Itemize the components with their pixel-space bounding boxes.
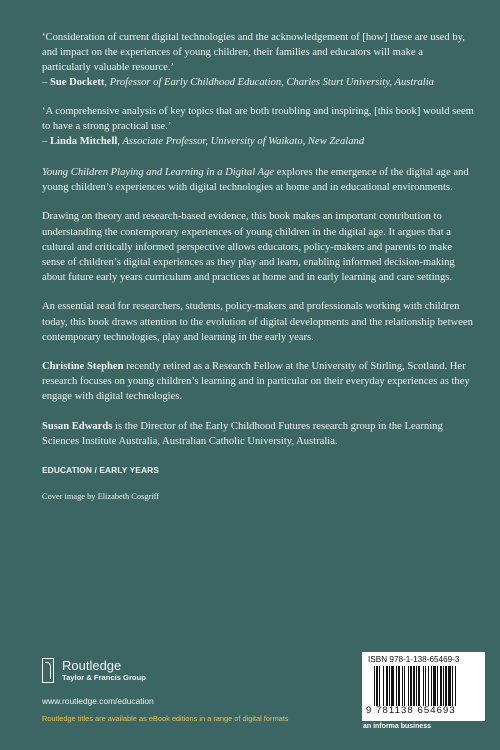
endorsement-2: [42, 104, 474, 149]
routledge-logo: [42, 658, 302, 683]
ebook-availability-note: Routledge titles are available as eBook editions in a range of digital formats: [42, 714, 289, 723]
publisher-block: [42, 658, 302, 706]
cover-image-credit: Cover image by Elizabeth Cosgriff: [42, 492, 160, 502]
endorser-role: , Professor of Early Childhood Education, Charles Sturt University, Australia: [104, 77, 434, 88]
endorsement-attribution: [42, 75, 474, 90]
endorser-name: Linda Mitchell: [49, 136, 118, 147]
endorsement-1: [42, 30, 474, 90]
attribution-dash: –: [42, 136, 50, 147]
logo-text: [62, 658, 146, 683]
author-bio-1: [42, 359, 474, 405]
publisher-name: Routledge: [62, 658, 122, 673]
isbn-barcode: [362, 652, 485, 721]
author-bio-text: is the Director of the Early Childhood Futures research group in the Learning Sciences Institute Australia, Australian Catholic University, Australia.: [42, 420, 443, 447]
book-title: Young Children Playing and Learning in a Digital Age: [42, 167, 275, 178]
endorsement-attribution: [42, 134, 474, 149]
endorsement-quote: ‘A comprehensive analysis of key topics that are both troubling and inspiring, [this book] would seem to have a strong practical use.’: [42, 106, 474, 132]
subject-category: EDUCATION / EARLY YEARS: [42, 465, 159, 476]
routledge-logo-icon: [42, 658, 54, 683]
barcode-bars: [374, 666, 480, 706]
endorser-name: Sue Dockett: [49, 77, 105, 88]
description-intro-text: explores the emergence of the digital age and young children’s experiences with digital technologies at home and in educational environments.: [42, 167, 469, 194]
description-paragraph-2: Drawing on theory and research-based evidence, this book makes an important contribution to understanding the contemporary experiences of young children in the digital age. It argues that a cultural and critically informed perspective allows educators, policy-makers and parents to make sense of children’s digital experiences as they play and learn, enabling informed decision-making about future early years curriculum and practices at home and in early learning and care settings.: [42, 211, 455, 284]
description-intro: [42, 165, 474, 195]
attribution-dash: –: [42, 77, 50, 88]
publisher-url: www.routledge.com/education: [42, 696, 154, 706]
author-bio-text: recently retired as a Research Fellow at the University of Stirling, Scotland. Her research focuses on young children’s learning and in particular on their everyday experiences as they engage with digital technologies.: [42, 361, 470, 403]
back-cover-content: [42, 30, 474, 501]
isbn-label: ISBN 978-1-138-65469-3: [368, 655, 460, 664]
endorser-role: , Associate Professor, University of Waikato, New Zealand: [117, 136, 365, 147]
author-name: Susan Edwards: [42, 420, 113, 432]
barcode-digits: 9 781138 654693: [366, 705, 456, 716]
endorsement-quote: ‘Consideration of current digital technologies and the acknowledgement of [how] these are used by, and impact on the experiences of young children, their families and educators will make a particularly valuable resource.’: [42, 32, 465, 73]
publisher-group: Taylor & Francis Group: [62, 673, 146, 682]
author-name: Christine Stephen: [42, 361, 124, 373]
author-bio-2: [42, 419, 474, 449]
description-paragraph-3: An essential read for researchers, students, policy-makers and professionals working with children today, this book draws attention to the evolution of digital developments and the relationship between contemporary technologies, play and learning in the early years.: [42, 301, 473, 343]
informa-tagline: an informa business: [363, 723, 432, 730]
